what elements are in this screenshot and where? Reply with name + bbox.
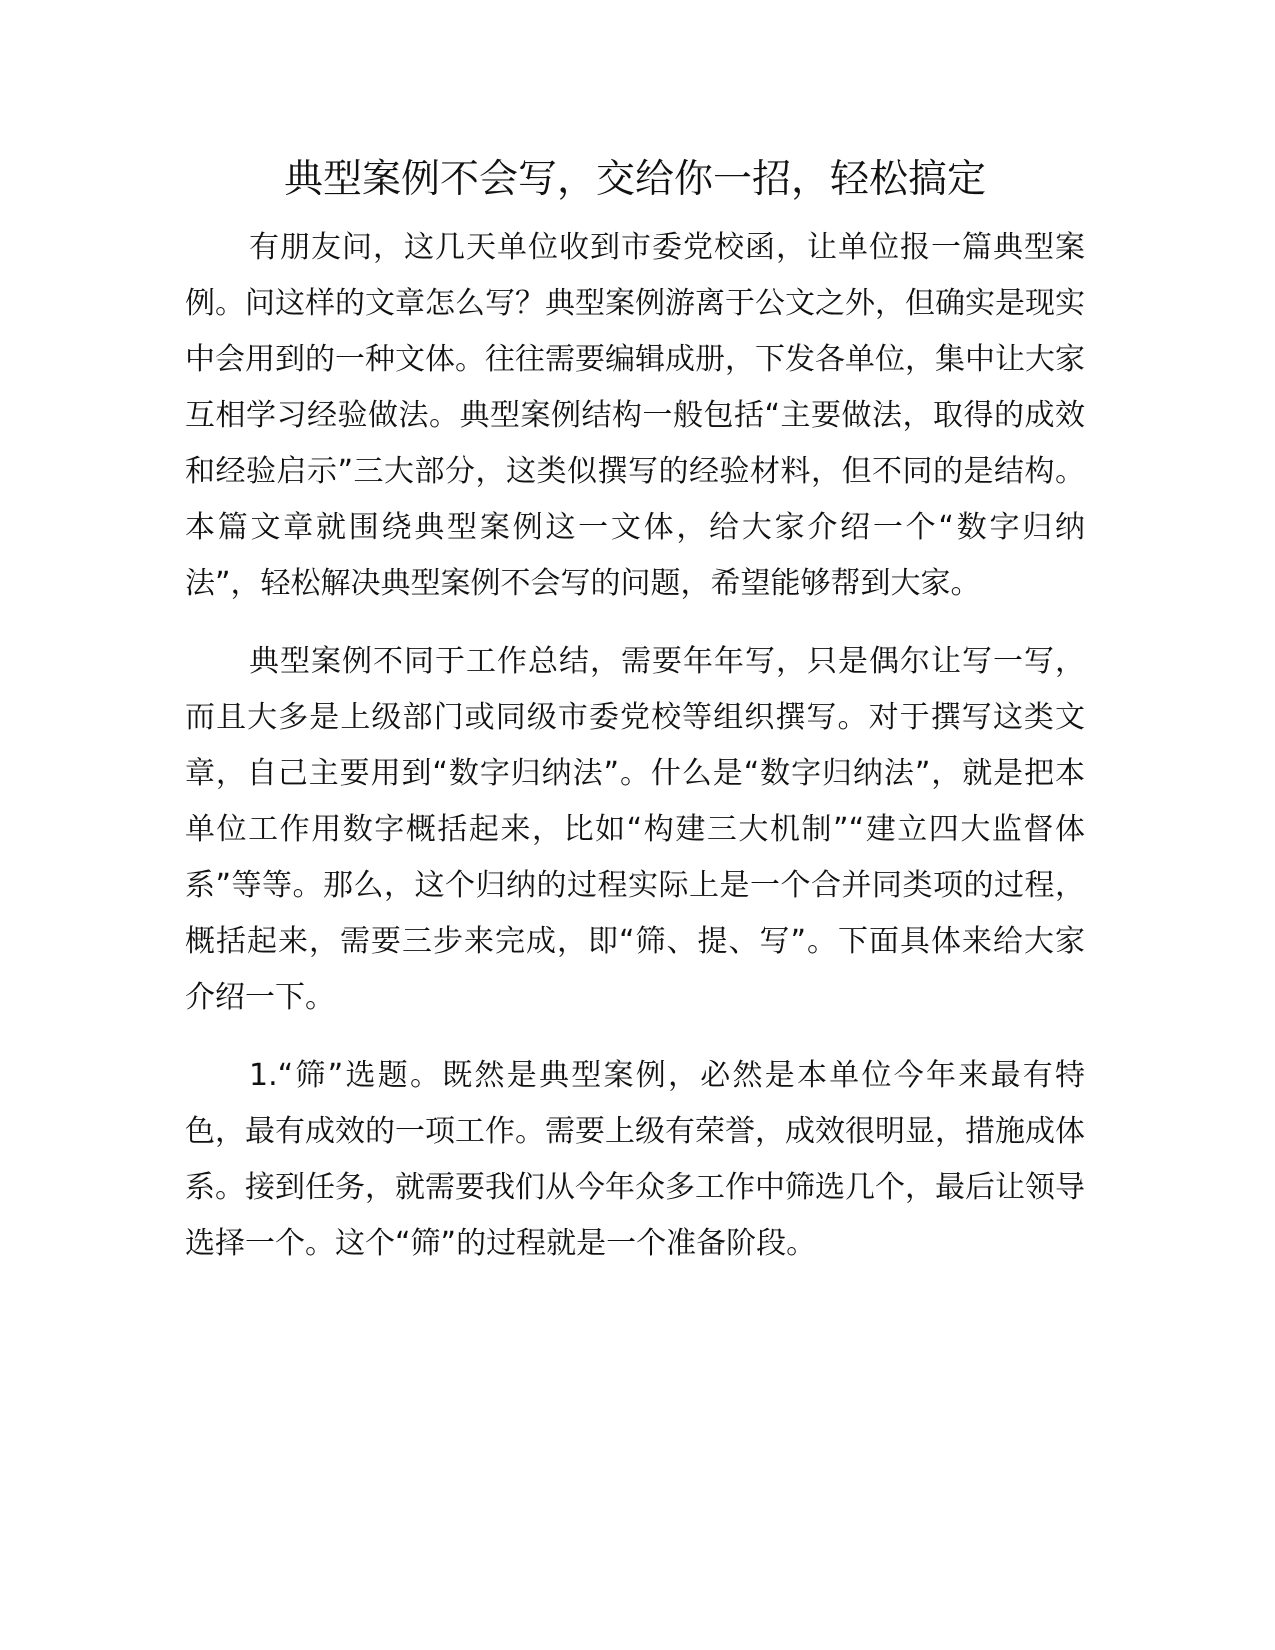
paragraph-3: 1.“筛”选题。既然是典型案例，必然是本单位今年来最有特色，最有成效的一项工作。需要上级有荣誉，成效很明显，措施成体系。接到任务，就需要我们从今年众多工作中筛选几个，最后让领导选择一个。这个“筛”的过程就是一个准备阶段。: [185, 1058, 1085, 1261]
document-body: [185, 220, 1085, 1294]
paragraph-2: 典型案例不同于工作总结，需要年年写，只是偶尔让写一写，而且大多是上级部门或同级市委党校等组织撰写。对于撰写这类文章，自己主要用到“数字归纳法”。什么是“数字归纳法”，就是把本单位工作用数字概括起来，比如“构建三大机制”“建立四大监督体系”等等。那么，这个归纳的过程实际上是一个合并同类项的过程，概括起来，需要三步来完成，即“筛、提、写”。下面具体来给大家介绍一下。: [185, 644, 1085, 1015]
document-title: 典型案例不会写，交给你一招，轻松搞定: [283, 157, 986, 202]
paragraph-1: 有朋友问，这几天单位收到市委党校函，让单位报一篇典型案例。问这样的文章怎么写？典型案例游离于公文之外，但确实是现实中会用到的一种文体。往往需要编辑成册，下发各单位，集中让大家互相学习经验做法。典型案例结构一般包括“主要做法，取得的成效和经验启示”三大部分，这类似撰写的经验材料，但不同的是结构。本篇文章就围绕典型案例这一文体，给大家介绍一个“数字归纳法”，轻松解决典型案例不会写的问题，希望能够帮到大家。: [185, 230, 1085, 601]
